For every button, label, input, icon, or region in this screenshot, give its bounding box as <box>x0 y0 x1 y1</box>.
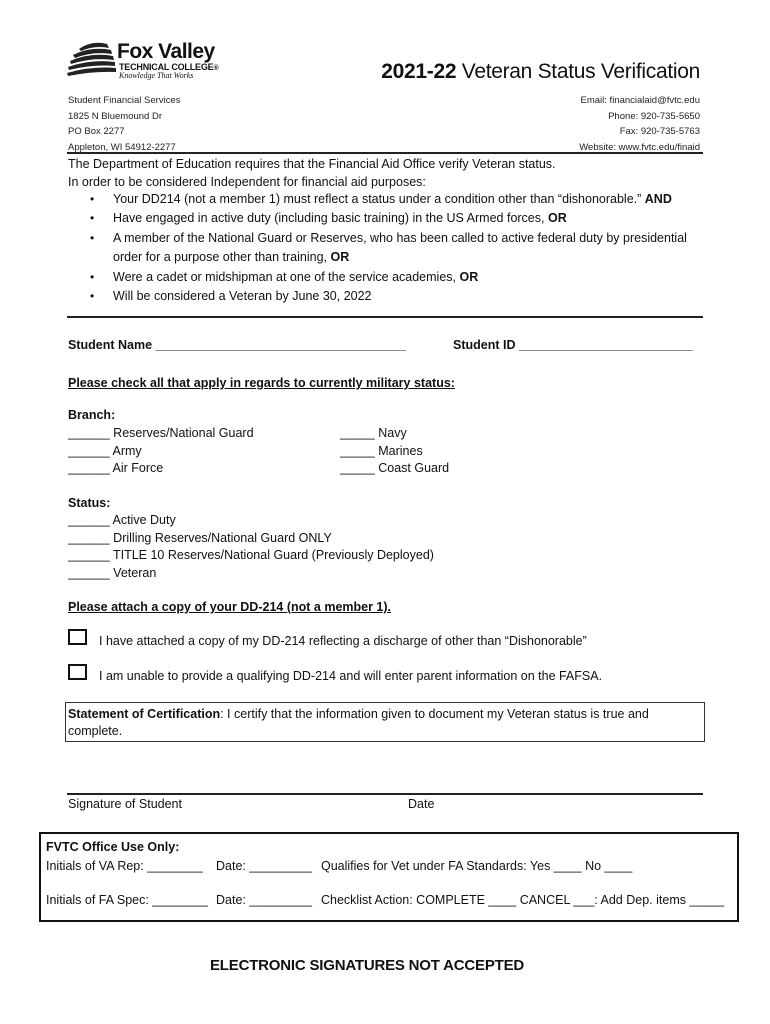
address-line: Appleton, WI 54912-2277 <box>68 141 176 153</box>
criteria-item: • Your DD214 (not a member 1) must reflect a status under a condition other than “dishonorable.” AND <box>68 190 687 209</box>
branch-right-column <box>340 425 449 478</box>
logo-name: Fox Valley <box>117 40 215 63</box>
address-line: 1825 N Bluemound Dr <box>68 110 162 122</box>
branch-option[interactable]: _____ Coast Guard <box>340 461 450 475</box>
military-status-heading: Please check all that apply in regards to currently military status: <box>68 376 455 390</box>
status-label: Status: <box>68 496 111 510</box>
status-option[interactable]: ______ TITLE 10 Reserves/National Guard (Previously Deployed) <box>68 548 434 562</box>
dd214-unavailable-label: I am unable to provide a qualifying DD-214 and will enter parent information on the FAFSA. <box>99 669 603 683</box>
contact-website: Website: www.fvtc.edu/finaid <box>579 141 700 153</box>
footer-notice: ELECTRONIC SIGNATURES NOT ACCEPTED <box>210 957 525 974</box>
checklist-action-field[interactable]: Checklist Action: COMPLETE ____ CANCEL ___: Add Dep. items _____ <box>321 893 725 907</box>
status-options <box>68 512 434 582</box>
status-option[interactable]: ______ Active Duty <box>68 513 176 527</box>
certification-box <box>65 702 705 742</box>
logo-tagline: Knowledge That Works <box>119 71 194 80</box>
branch-option[interactable]: _____ Navy <box>340 426 407 440</box>
attach-heading: Please attach a copy of your DD-214 (not a member 1). <box>68 600 392 614</box>
date-label: Date <box>408 797 435 811</box>
intro-line: In order to be considered Independent for financial aid purposes: <box>68 174 426 189</box>
signature-label: Signature of Student <box>68 797 182 811</box>
branch-option[interactable]: _____ Marines <box>340 443 423 458</box>
branch-option[interactable]: ______ Air Force <box>68 461 164 475</box>
status-option[interactable]: ______ Drilling Reserves/National Guard ONLY <box>68 530 332 545</box>
criteria-list <box>68 190 687 306</box>
contact-info <box>579 93 700 155</box>
office-use-title: FVTC Office Use Only: <box>46 840 180 854</box>
office-address <box>68 93 180 155</box>
contact-phone: Phone: 920-735-5650 <box>608 110 700 122</box>
logo-subtitle: TECHNICAL COLLEGE® <box>119 62 219 72</box>
branch-option[interactable]: ______ Reserves/National Guard <box>68 426 254 440</box>
student-name-field[interactable]: Student Name ____________________________________ <box>68 338 406 352</box>
fox-valley-emblem-icon <box>67 40 117 78</box>
section-divider <box>67 316 703 318</box>
criteria-item: • Have engaged in active duty (including basic training) in the US Armed forces, OR <box>68 209 687 228</box>
branch-option[interactable]: ______ Army <box>68 443 142 458</box>
fa-spec-initials-field[interactable]: Initials of FA Spec: ________ <box>46 893 208 907</box>
contact-fax: Fax: 920-735-5763 <box>619 126 700 137</box>
criteria-item: • A member of the National Guard or Reserves, who has been called to active federal duty by presidential <box>68 229 687 248</box>
va-rep-initials-field[interactable]: Initials of VA Rep: ________ <box>46 859 203 873</box>
certification-text-cont: complete. <box>68 724 123 738</box>
criteria-item-continued: order for a purpose other than training, OR <box>113 250 350 265</box>
page-title: 2021-22 Veteran Status Verification <box>381 60 700 83</box>
signature-line[interactable] <box>67 793 703 795</box>
contact-email: Email: financialaid@fvtc.edu <box>580 95 700 106</box>
student-id-field[interactable]: Student ID _________________________ <box>453 338 693 352</box>
dd214-unavailable-checkbox[interactable] <box>68 664 87 680</box>
dd214-attached-label: I have attached a copy of my DD-214 reflecting a discharge of other than “Dishonorable” <box>99 634 587 648</box>
intro-text <box>68 156 556 191</box>
qualifies-field[interactable]: Qualifies for Vet under FA Standards: Yes ____ No ____ <box>321 859 633 873</box>
office-use-box <box>39 832 739 922</box>
branch-left-column <box>68 425 254 478</box>
branch-label: Branch: <box>68 408 116 422</box>
certification-text: Statement of Certification: I certify that the information given to document my Veteran status is true and <box>68 707 649 721</box>
va-rep-date-field[interactable]: Date: _________ <box>216 859 312 873</box>
header-divider <box>67 152 703 154</box>
intro-line: The Department of Education requires that the Financial Aid Office verify Veteran status. <box>68 157 556 171</box>
address-line: Student Financial Services <box>68 95 181 106</box>
criteria-item: • Will be considered a Veteran by June 30, 2022 <box>68 287 687 306</box>
dd214-attached-checkbox[interactable] <box>68 629 87 645</box>
criteria-item: • Were a cadet or midshipman at one of the service academies, OR <box>68 268 687 287</box>
fa-spec-date-field[interactable]: Date: _________ <box>216 893 312 907</box>
status-option[interactable]: ______ Veteran <box>68 565 157 580</box>
address-line: PO Box 2277 <box>68 126 125 137</box>
